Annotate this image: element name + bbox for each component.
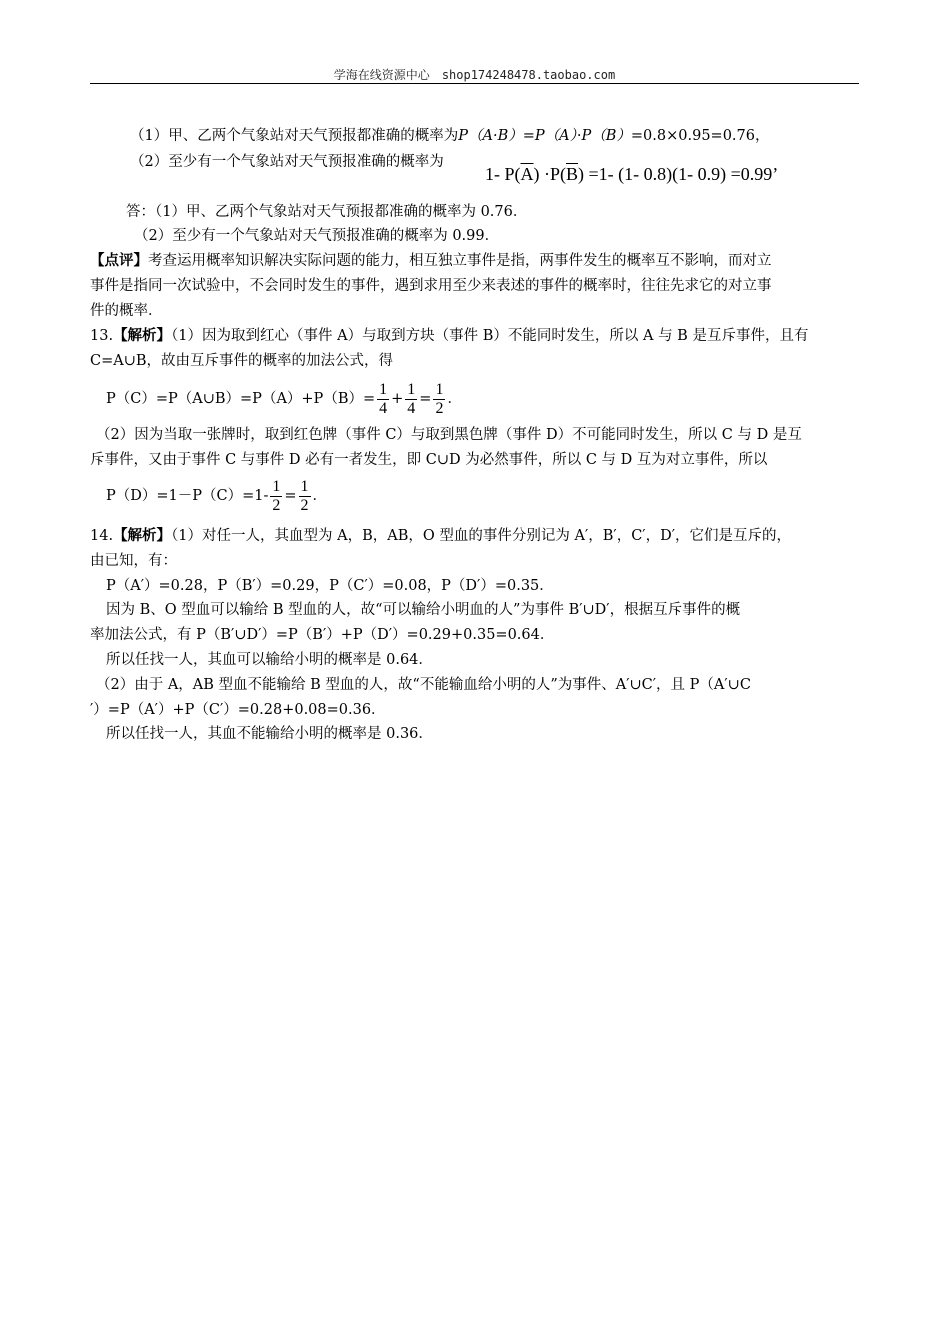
q14-line7: （2）由于 A，AB 型血不能输给 B 型血的人，故“不能输血给小明的人”为事件、A′∪C′，且 P（A′∪C — [96, 677, 751, 693]
q14-line6: 所以任找一人，其血可以输给小明的概率是 0.64． — [106, 652, 433, 668]
header-site: shop174248478.taobao.com — [441, 68, 616, 82]
p1-line1: （1）甲、乙两个气象站对天气预报都准确的概率为P（A·B）=P（A）·P（B）=0.8×0.95=0.76， — [130, 128, 770, 144]
q13-line4: 斥事件，又由于事件 C 与事件 D 必有一者发生，即 C∪D 为必然事件，所以 C 与 D 互为对立事件，所以 — [90, 452, 768, 468]
q14-line2: 由已知，有： — [90, 553, 177, 569]
q13-line1: 13.【解析】（1）因为取到红心（事件 A）与取到方块（事件 B）不能同时发生，所以 A 与 B 是互斥事件，且有 — [90, 327, 809, 344]
fraction: $\frac{1}{2}$ — [272, 477, 281, 514]
q13-formula1: P（C）=P（A∪B）=P（A）+P（B）= $\frac{1}{4}$ + $\frac{1}{4}$ = $\frac{1}{2}$ ． — [106, 380, 462, 417]
q14-line1: 14.【解析】（1）对任一人，其血型为 A，B，AB，O 型血的事件分别记为 A′，B′，C′，D′，它们是互斥的， — [90, 527, 792, 544]
p1-formula: 1- $P(\overline{A}) \cdot P(\overline{B}) =1-$ (1- 0.8)(1- 0.9) =0.99’ — [485, 164, 779, 184]
fraction: $\frac{1}{2}$ — [300, 477, 309, 514]
fraction: $\frac{1}{4}$ — [407, 380, 416, 417]
q14-line9: 所以任找一人，其血不能输给小明的概率是 0.36． — [106, 726, 433, 742]
q13-line2: C=A∪B，故由互斥事件的概率的加法公式，得 — [90, 353, 394, 369]
q13-formula2: P（D）=1－P（C）=1- $\frac{1}{2}$ = $\frac{1}{2}$ ． — [106, 477, 328, 514]
comment-line1: 【点评】考查运用概率知识解决实际问题的能力，相互独立事件是指，两事件发生的概率互不影响，而对立 — [90, 252, 772, 269]
q13-line3: （2）因为当取一张牌时，取到红色牌（事件 C）与取到黑色牌（事件 D）不可能同时发生，所以 C 与 D 是互 — [96, 427, 802, 443]
header-title: 学海在线资源中心 — [333, 68, 430, 82]
p1-answer1: 答：（1）甲、乙两个气象站对天气预报都准确的概率为 0.76． — [126, 204, 528, 220]
header-divider — [90, 83, 859, 84]
q14-line5: 率加法公式，有 P（B′∪D′）=P（B′）+P（D′）=0.29+0.35=0.64． — [90, 627, 555, 643]
p1-line2: （2）至少有一个气象站对天气预报准确的概率为 — [130, 154, 444, 170]
p1-answer2: （2）至少有一个气象站对天气预报准确的概率为 0.99． — [134, 228, 500, 244]
comment-line3: 件的概率． — [90, 303, 163, 319]
q14-line8: ′）=P（A′）+P（C′）=0.28+0.08=0.36． — [90, 702, 386, 718]
q14-line4: 因为 B、O 型血可以输给 B 型血的人，故“可以输给小明血的人”为事件 B′∪D′，根据互斥事件的概 — [106, 602, 741, 618]
comment-line2: 事件是指同一次试验中，不会同时发生的事件，遇到求用至少来表述的事件的概率时，往往先求它的对立事 — [90, 278, 772, 294]
fraction: $\frac{1}{4}$ — [379, 380, 388, 417]
fraction: $\frac{1}{2}$ — [435, 380, 444, 417]
q14-line3: P（A′）=0.28，P（B′）=0.29，P（C′）=0.08，P（D′）=0.35． — [106, 578, 554, 594]
page-header — [90, 66, 859, 83]
